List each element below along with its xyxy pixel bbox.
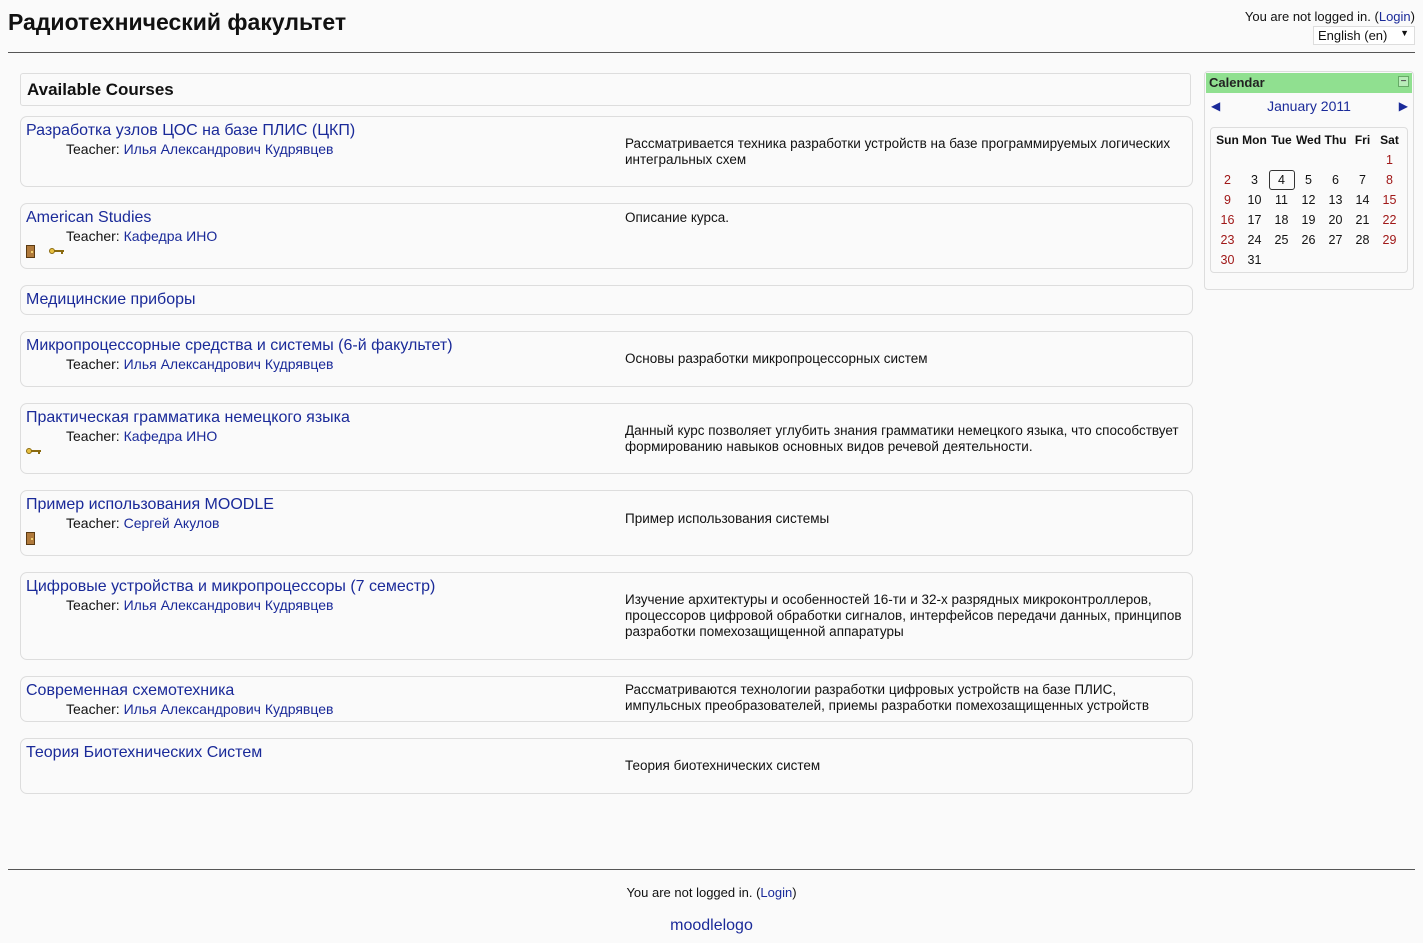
calendar-week — [1214, 150, 1403, 170]
calendar-empty-cell — [1376, 250, 1403, 270]
calendar-month-link[interactable]: January 2011 — [1267, 98, 1351, 114]
calendar-week — [1214, 210, 1403, 230]
login-link[interactable]: Login — [1378, 9, 1411, 24]
calendar-empty-cell — [1349, 250, 1376, 270]
course-summary: Теория биотехнических систем — [625, 758, 821, 773]
calendar-day: 12 — [1301, 193, 1316, 207]
calendar-table — [1214, 130, 1403, 270]
footer-login-info: You are not logged in. (Login) — [626, 885, 797, 900]
teacher-link[interactable]: Сергей Акулов — [123, 515, 220, 531]
calendar-empty-cell — [1268, 250, 1295, 270]
course-teacher: Teacher: Кафедра ИНО — [66, 228, 218, 244]
calendar-days — [1214, 150, 1403, 270]
calendar-day: 7 — [1359, 173, 1366, 187]
calendar-day: 13 — [1328, 193, 1343, 207]
course-box — [20, 403, 1193, 474]
course-link[interactable]: Микропроцессорные средства и системы (6-й факультет) — [26, 337, 453, 354]
course-teacher: Teacher: Илья Александрович Кудрявцев — [66, 141, 334, 157]
course-box — [20, 676, 1193, 722]
course-link[interactable]: Современная схемотехника — [26, 682, 235, 699]
calendar-week — [1214, 230, 1403, 250]
calendar-day: 16 — [1220, 213, 1235, 227]
calendar-day: 2 — [1224, 173, 1231, 187]
course-box — [20, 490, 1193, 556]
calendar-day: 6 — [1332, 173, 1339, 187]
calendar-day: 11 — [1275, 193, 1288, 207]
guest-access-icon — [26, 245, 35, 258]
course-summary: Изучение архитектуры и особенностей 16-ти и 32-х разрядных микроконтроллеров, процессоров цифровой обработки сигналов, интерфейсов передачи данных, принципов разработки помехозащищенной аппаратуры — [625, 592, 1182, 639]
teacher-link[interactable]: Илья Александрович Кудрявцев — [123, 701, 334, 717]
course-icons — [26, 532, 49, 546]
course-summary: Основы разработки микропроцессорных систем — [625, 351, 928, 366]
calendar-header — [1206, 73, 1412, 93]
language-select[interactable] — [1313, 26, 1415, 45]
weekday-header: Sun — [1216, 133, 1239, 147]
calendar-week — [1214, 190, 1403, 210]
calendar-day: 14 — [1355, 193, 1370, 207]
weekday-header: Fri — [1354, 133, 1371, 147]
calendar-day: 1 — [1386, 153, 1393, 167]
previous-month-icon[interactable]: ◀ — [1211, 99, 1221, 113]
course-icons — [26, 245, 65, 259]
calendar-empty-cell — [1349, 150, 1376, 170]
calendar-day: 21 — [1355, 213, 1370, 227]
course-box — [20, 285, 1193, 315]
footer-divider — [8, 869, 1415, 870]
calendar-day: 31 — [1247, 253, 1262, 267]
teacher-link[interactable]: Илья Александрович Кудрявцев — [123, 597, 334, 613]
footer-login-link[interactable]: Login — [760, 885, 793, 900]
calendar-empty-cell — [1322, 150, 1349, 170]
language-select-value: English (en) — [1318, 28, 1388, 43]
login-info: You are not logged in. (Login) — [1244, 9, 1415, 24]
calendar-empty-cell — [1295, 150, 1322, 170]
weekday-header: Mon — [1242, 133, 1267, 147]
calendar-day: 8 — [1386, 173, 1393, 187]
teacher-link[interactable]: Илья Александрович Кудрявцев — [123, 356, 334, 372]
collapse-icon[interactable]: − — [1398, 76, 1409, 87]
course-link[interactable]: Практическая грамматика немецкого языка — [26, 409, 350, 426]
course-link[interactable]: Теория Биотехнических Систем — [26, 744, 263, 761]
calendar-empty-cell — [1214, 150, 1241, 170]
calendar-empty-cell — [1295, 250, 1322, 270]
course-box — [20, 331, 1193, 387]
course-summary: Описание курса. — [625, 210, 730, 225]
course-box — [20, 203, 1193, 269]
course-link[interactable]: Цифровые устройства и микропроцессоры (7 семестр) — [26, 578, 436, 595]
calendar-day: 19 — [1301, 213, 1316, 227]
site-title: Радиотехнический факультет — [8, 9, 347, 35]
course-link[interactable]: Разработка узлов ЦОС на базе ПЛИС (ЦКП) — [26, 122, 356, 139]
moodle-logo-link[interactable]: moodlelogo — [670, 917, 753, 934]
course-link[interactable]: Пример использования MOODLE — [26, 496, 274, 513]
course-teacher: Teacher: Илья Александрович Кудрявцев — [66, 701, 334, 717]
course-box — [20, 572, 1193, 660]
calendar-week — [1214, 170, 1403, 190]
calendar-day: 3 — [1251, 173, 1258, 187]
available-courses-title: Available Courses — [27, 80, 174, 99]
enrolment-key-icon — [49, 245, 65, 257]
guest-access-icon — [26, 532, 35, 545]
course-summary: Рассматриваются технологии разработки цифровых устройств на базе ПЛИС, импульсных преобразователей, приемы разработки помехозащищенных устройств — [625, 682, 1150, 713]
calendar-day: 26 — [1301, 233, 1316, 247]
calendar-day: 9 — [1224, 193, 1231, 207]
available-courses-header — [20, 73, 1191, 106]
course-summary: Пример использования системы — [625, 511, 830, 526]
next-month-icon[interactable]: ▶ — [1398, 99, 1408, 113]
calendar-day: 30 — [1220, 253, 1235, 267]
course-teacher: Teacher: Илья Александрович Кудрявцев — [66, 356, 334, 372]
course-link[interactable]: Медицинские приборы — [26, 291, 196, 308]
course-summary: Рассматривается техника разработки устройств на базе программируемых логических интегральных схем — [625, 136, 1171, 167]
calendar-title: Calendar — [1209, 75, 1265, 90]
header-divider — [8, 52, 1415, 53]
calendar-day: 17 — [1247, 213, 1262, 227]
calendar-day: 20 — [1328, 213, 1343, 227]
course-box — [20, 738, 1193, 794]
calendar-day: 15 — [1382, 193, 1397, 207]
calendar-day — [1268, 170, 1295, 190]
calendar-day: 18 — [1274, 213, 1289, 227]
calendar-day: 27 — [1328, 233, 1343, 247]
course-summary: Данный курс позволяет углубить знания грамматики немецкого языка, что способствует формированию навыков основных видов речевой деятельности. — [625, 423, 1179, 454]
calendar-day: 22 — [1382, 213, 1397, 227]
weekday-header: Thu — [1324, 133, 1347, 147]
enrolment-key-icon — [26, 445, 42, 457]
chevron-down-icon: ▼ — [1400, 28, 1409, 38]
course-icons — [26, 445, 42, 459]
calendar-block — [1204, 71, 1414, 290]
course-link[interactable]: American Studies — [26, 209, 152, 226]
calendar-empty-cell — [1241, 150, 1268, 170]
moodle-logo[interactable] — [0, 917, 1423, 935]
calendar-week — [1214, 250, 1403, 270]
course-teacher: Teacher: Сергей Акулов — [66, 515, 220, 531]
course-teacher: Teacher: Илья Александрович Кудрявцев — [66, 597, 334, 613]
course-teacher: Teacher: Кафедра ИНО — [66, 428, 218, 444]
calendar-day: 5 — [1305, 173, 1312, 187]
calendar-day: 25 — [1274, 233, 1289, 247]
calendar-day: 10 — [1247, 193, 1262, 207]
teacher-link[interactable]: Илья Александрович Кудрявцев — [123, 141, 334, 157]
calendar-empty-cell — [1322, 250, 1349, 270]
weekday-header: Tue — [1271, 133, 1292, 147]
calendar-day: 23 — [1220, 233, 1235, 247]
teacher-link[interactable]: Кафедра ИНО — [123, 428, 218, 444]
weekday-header: Wed — [1295, 133, 1322, 147]
calendar-today: 4 — [1269, 170, 1295, 190]
calendar-day: 24 — [1247, 233, 1262, 247]
weekday-header: Sat — [1380, 133, 1399, 147]
calendar-grid — [1210, 127, 1408, 273]
calendar-day: 28 — [1355, 233, 1370, 247]
course-box — [20, 116, 1193, 187]
calendar-empty-cell — [1268, 150, 1295, 170]
calendar-day: 29 — [1382, 233, 1397, 247]
teacher-link[interactable]: Кафедра ИНО — [123, 228, 218, 244]
